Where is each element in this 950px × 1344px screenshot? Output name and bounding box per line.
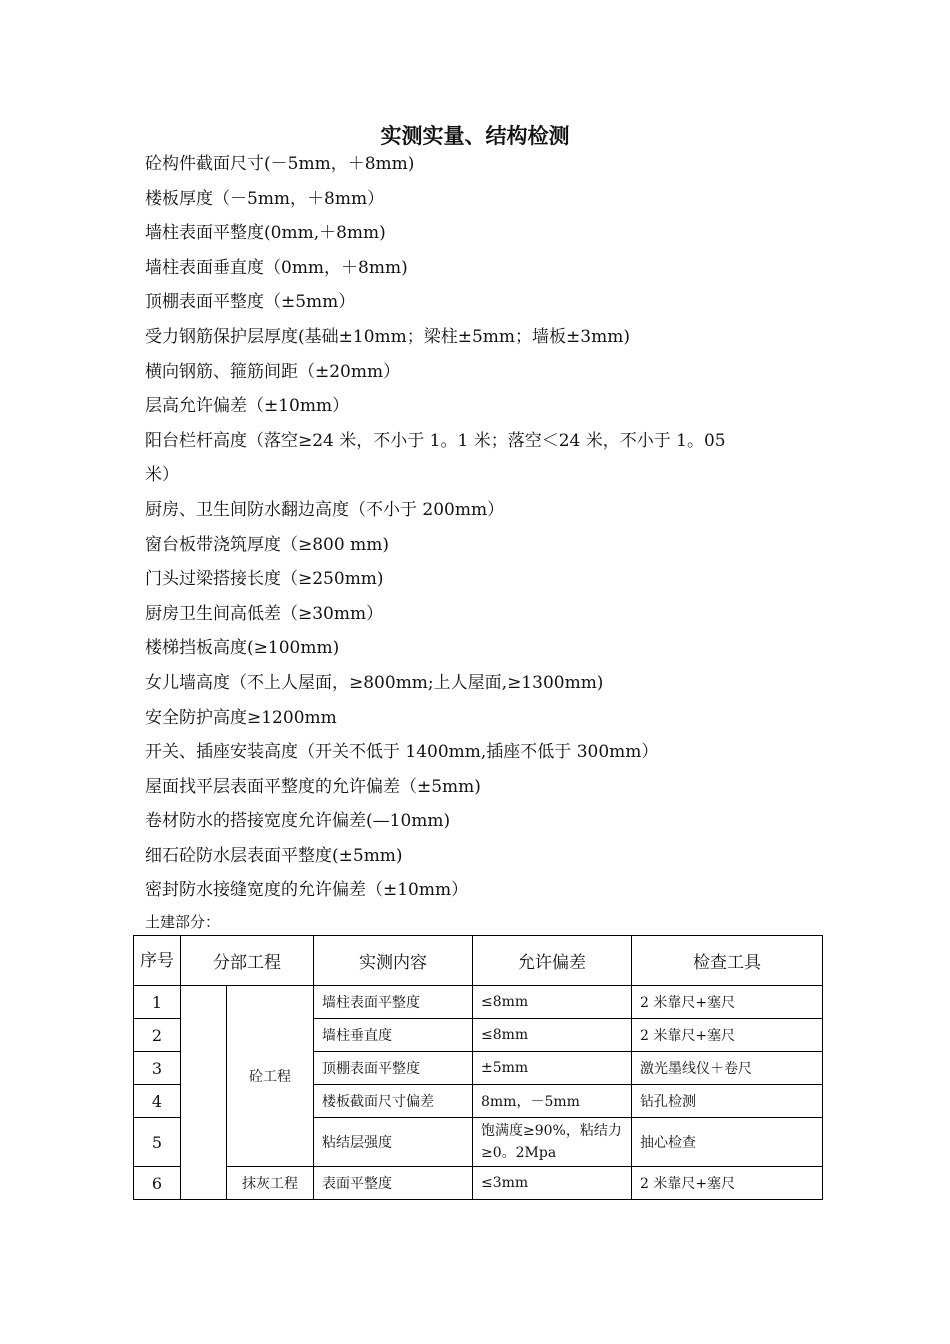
row-content: 粘结层强度	[314, 1118, 473, 1167]
header-num: 序号	[134, 936, 181, 986]
row-tool: 2 米靠尺+塞尺	[632, 986, 823, 1019]
requirement-line: 墙柱表面平整度(0mm,＋8mm)	[145, 223, 386, 244]
row-content: 顶棚表面平整度	[314, 1052, 473, 1085]
header-division: 分部工程	[181, 936, 314, 986]
requirement-line: 门头过梁搭接长度（≥250mm)	[145, 569, 384, 590]
requirement-line: 横向钢筋、箍筋间距（±20mm）	[145, 361, 401, 382]
requirement-line: 顶棚表面平整度（±5mm）	[145, 292, 356, 313]
requirement-line: 米）	[145, 465, 179, 486]
header-tool: 检查工具	[632, 936, 823, 986]
requirement-line: 安全防护高度≥1200mm	[145, 707, 337, 728]
requirement-line: 厨房、卫生间防水翻边高度（不小于 200mm）	[145, 499, 505, 520]
row-tool: 2 米靠尺+塞尺	[632, 1167, 823, 1200]
requirements-list	[145, 147, 825, 908]
table-header-row	[134, 936, 823, 986]
requirement-line: 阳台栏杆高度（落空≥24 米，不小于 1。1 米；落空＜24 米，不小于 1。05	[145, 430, 726, 451]
row-num: 6	[134, 1167, 181, 1200]
row-deviation: ≤8mm	[473, 1019, 632, 1052]
row-deviation: ≤8mm	[473, 986, 632, 1019]
row-num: 4	[134, 1085, 181, 1118]
row-num: 5	[134, 1118, 181, 1167]
row-tool: 钻孔检测	[632, 1085, 823, 1118]
requirement-line: 砼构件截面尺寸(－5mm，＋8mm)	[145, 154, 415, 174]
row-num: 3	[134, 1052, 181, 1085]
requirement-line: 楼梯挡板高度(≥100mm)	[145, 638, 340, 659]
table-row	[134, 1167, 823, 1200]
requirement-line: 厨房卫生间高低差（≥30mm）	[145, 603, 384, 624]
subdivision-plaster: 抹灰工程	[227, 1167, 314, 1200]
requirement-line: 开关、插座安装高度（开关不低于 1400mm,插座不低于 300mm）	[145, 742, 659, 763]
row-content: 楼板截面尺寸偏差	[314, 1085, 473, 1118]
division-spacer-cell	[181, 986, 227, 1200]
requirement-line: 细石砼防水层表面平整度(±5mm)	[145, 845, 403, 866]
requirement-line: 楼板厚度（－5mm，＋8mm）	[145, 188, 385, 209]
row-content: 墙柱垂直度	[314, 1019, 473, 1052]
table-row	[134, 986, 823, 1019]
requirement-line: 密封防水接缝宽度的允许偏差（±10mm）	[145, 880, 469, 901]
row-tool: 抽心检查	[632, 1118, 823, 1167]
requirement-line: 窗台板带浇筑厚度（≥800 mm)	[145, 534, 389, 555]
requirement-line: 墙柱表面垂直度（0mm，＋8mm)	[145, 257, 408, 278]
row-deviation: 8mm，－5mm	[473, 1085, 632, 1118]
inspection-table	[133, 935, 823, 1200]
row-tool: 激光墨线仪＋卷尺	[632, 1052, 823, 1085]
requirement-line: 卷材防水的搭接宽度允许偏差(—10mm)	[145, 811, 451, 832]
page-title: 实测实量、结构检测	[380, 124, 570, 148]
row-num: 1	[134, 986, 181, 1019]
header-content: 实测内容	[314, 936, 473, 986]
row-content: 墙柱表面平整度	[314, 986, 473, 1019]
row-content: 表面平整度	[314, 1167, 473, 1200]
subdivision-concrete: 砼工程	[227, 986, 314, 1167]
row-deviation: ≤3mm	[473, 1167, 632, 1200]
row-deviation: 饱满度≥90%，粘结力≥0。2Mpa	[473, 1118, 632, 1167]
requirement-line: 受力钢筋保护层厚度(基础±10mm；梁柱±5mm；墙板±3mm)	[145, 326, 630, 347]
row-deviation: ±5mm	[473, 1052, 632, 1085]
requirement-line: 层高允许偏差（±10mm）	[145, 396, 350, 417]
row-num: 2	[134, 1019, 181, 1052]
requirement-line: 屋面找平层表面平整度的允许偏差（±5mm)	[145, 776, 481, 797]
header-deviation: 允许偏差	[473, 936, 632, 986]
requirement-line: 女儿墙高度（不上人屋面，≥800mm;上人屋面,≥1300mm)	[145, 672, 604, 693]
row-tool: 2 米靠尺+塞尺	[632, 1019, 823, 1052]
section-label: 土建部分：	[145, 913, 221, 931]
